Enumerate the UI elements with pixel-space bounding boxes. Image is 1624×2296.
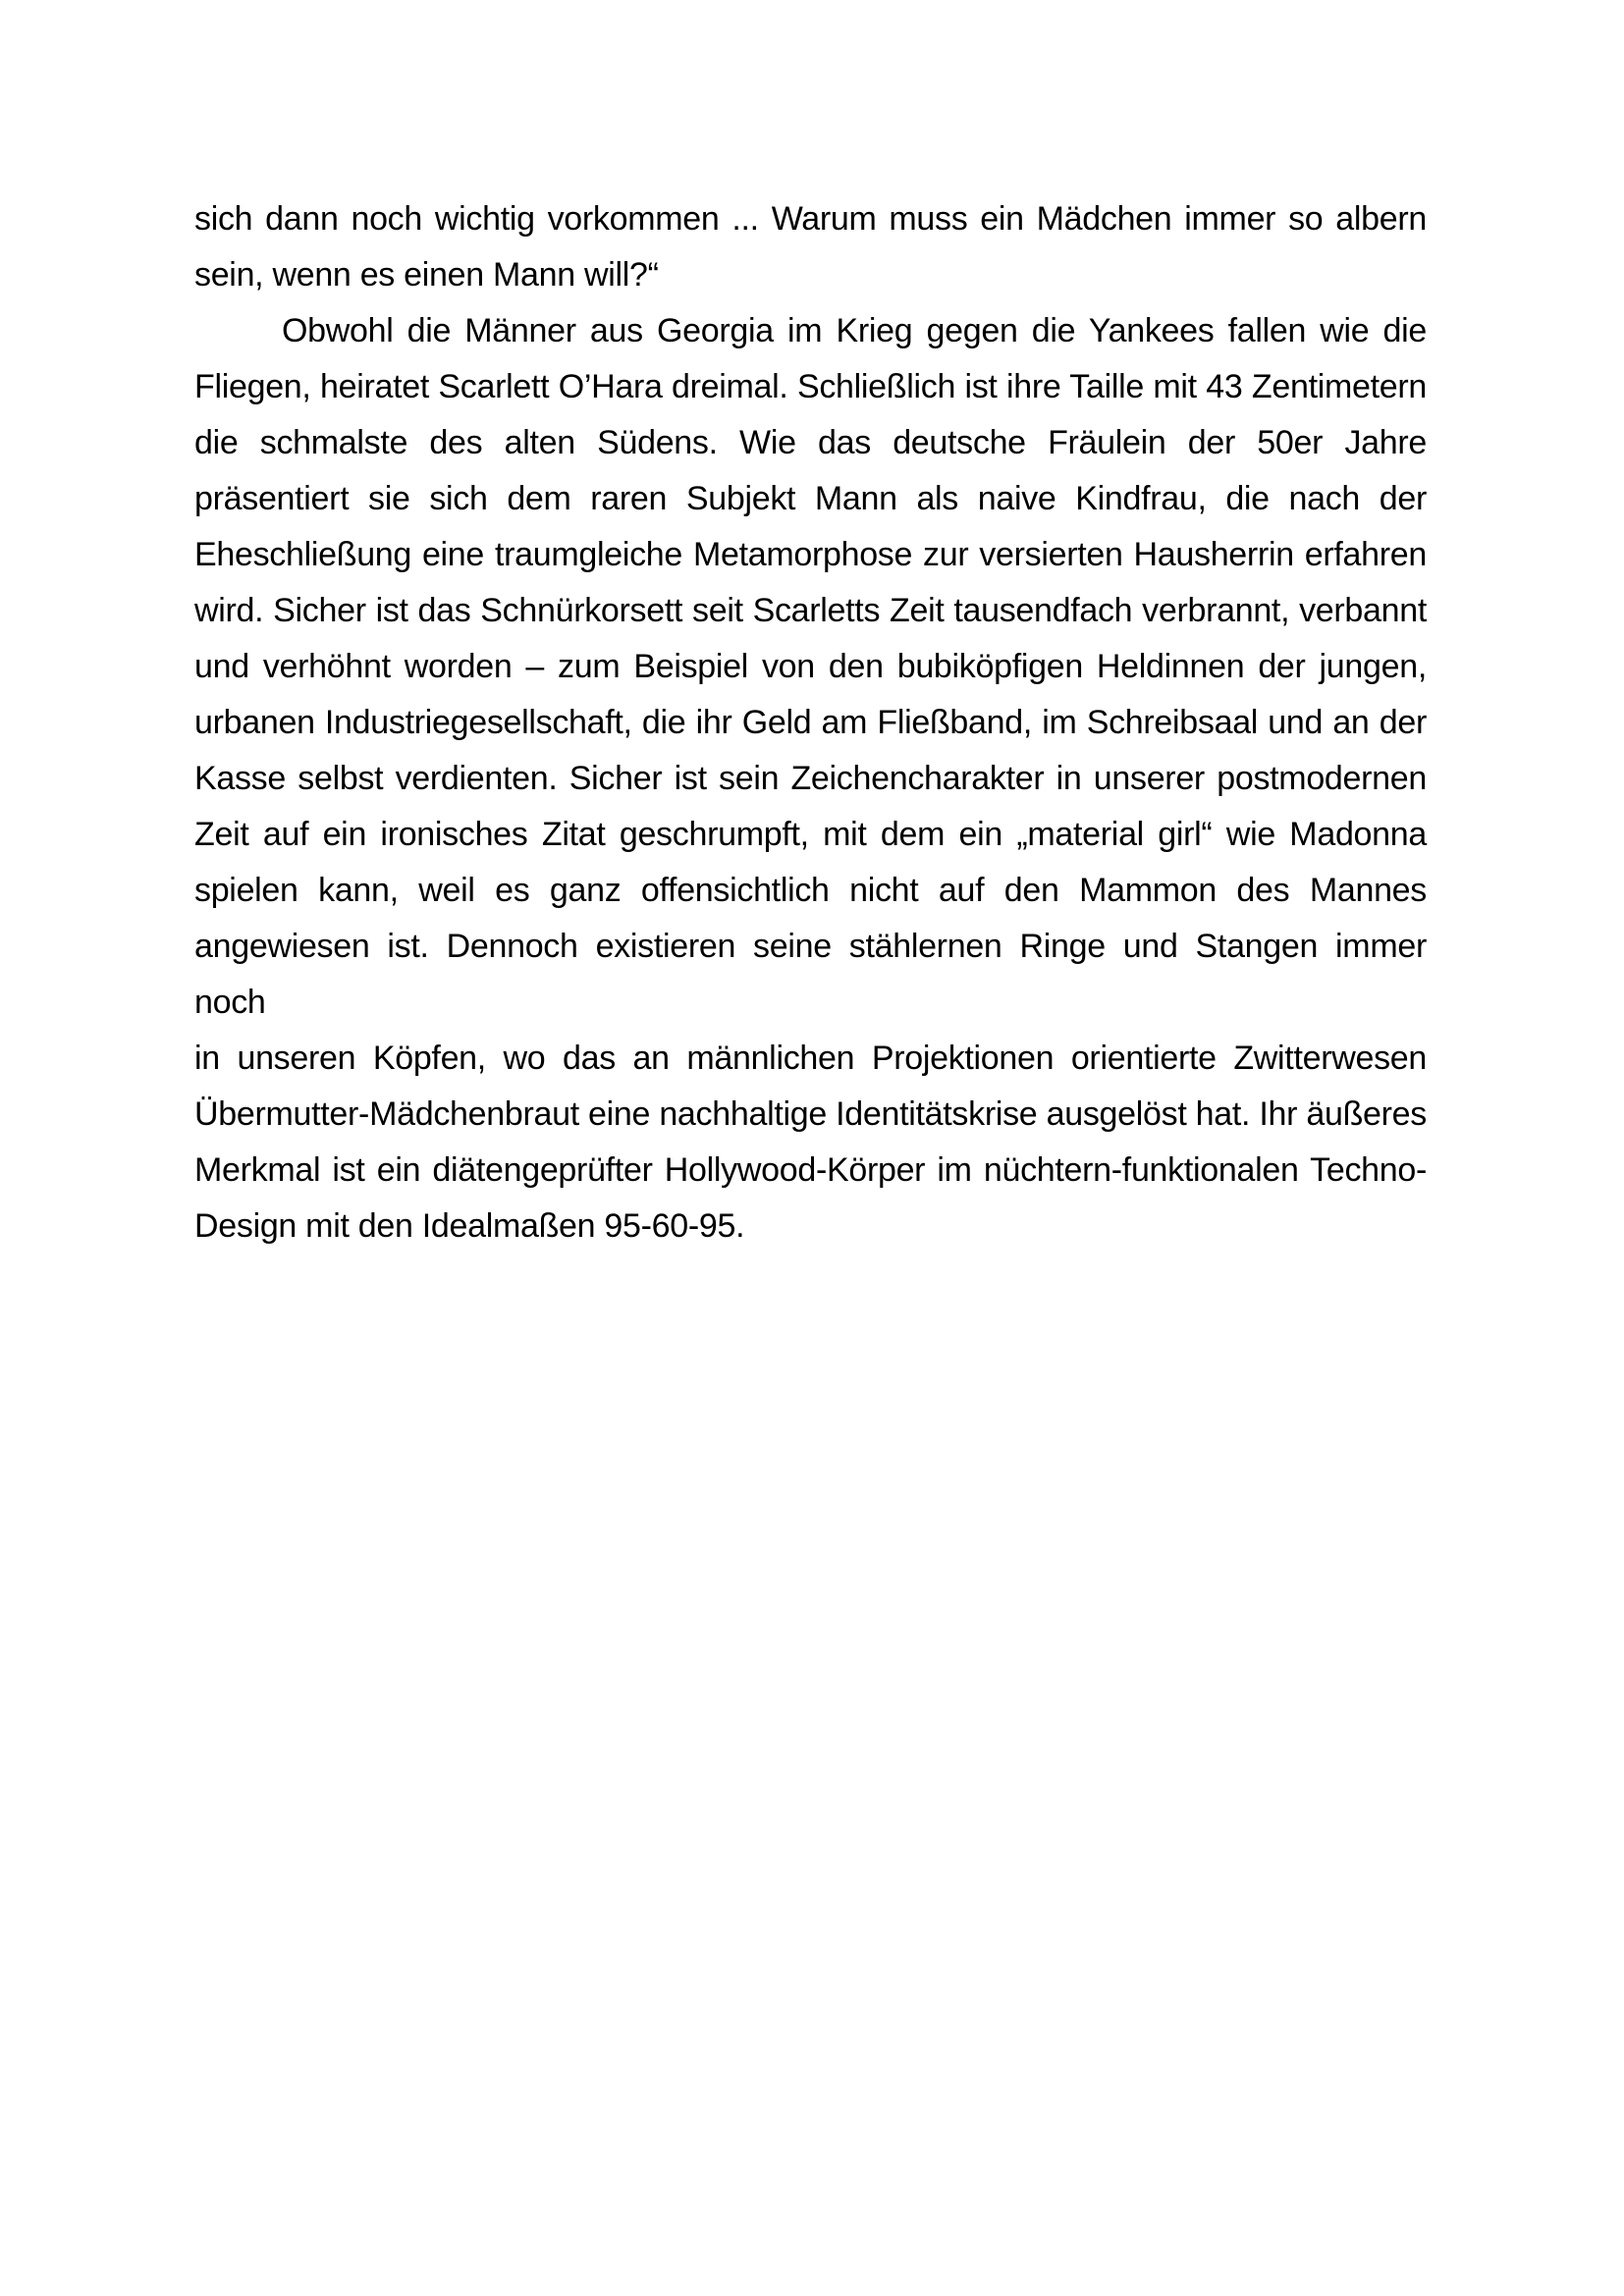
text-line: und verhöhnt worden – zum Beispiel von den bubiköpfigen Heldinnen der jungen,: [194, 648, 1427, 685]
paragraph: [194, 303, 1427, 1255]
text-line: Merkmal ist ein diätengeprüfter Hollywood-Körper im nüchtern-funktionalen Techno-: [194, 1151, 1427, 1189]
text-line: Übermutter-Mädchenbraut eine nachhaltige Identitätskrise ausgelöst hat. Ihr äußeres: [194, 1095, 1427, 1133]
text-line: Obwohl die Männer aus Georgia im Krieg gegen die Yankees fallen wie die: [282, 312, 1427, 349]
text-line: die schmalste des alten Südens. Wie das deutsche Fräulein der 50er Jahre: [194, 424, 1427, 461]
text-line: sich dann noch wichtig vorkommen ... Warum muss ein Mädchen immer so albern: [194, 200, 1427, 238]
text-line: urbanen Industriegesellschaft, die ihr Geld am Fließband, im Schreibsaal und an der: [194, 704, 1427, 741]
text-line: wird. Sicher ist das Schnürkorsett seit Scarletts Zeit tausendfach verbrannt, verbannt: [194, 592, 1427, 629]
text-line: Zeit auf ein ironisches Zitat geschrumpft, mit dem ein „material girl“ wie Madonna: [194, 816, 1427, 853]
text-line: Eheschließung eine traumgleiche Metamorphose zur versierten Hausherrin erfahren: [194, 536, 1427, 573]
text-line: angewiesen ist. Dennoch existieren seine stählernen Ringe und Stangen immer noch: [194, 928, 1427, 1021]
text-line: spielen kann, weil es ganz offensichtlich nicht auf den Mammon des Mannes: [194, 872, 1427, 909]
text-line: sein, wenn es einen Mann will?“: [194, 256, 659, 294]
text-line: Fliegen, heiratet Scarlett O’Hara dreimal. Schließlich ist ihre Taille mit 43 Zentimetern: [194, 368, 1427, 405]
text-line: Kasse selbst verdienten. Sicher ist sein Zeichencharakter in unserer postmodernen: [194, 760, 1427, 797]
paragraph: [194, 191, 1427, 303]
text-block: [194, 191, 1427, 1255]
text-line: präsentiert sie sich dem raren Subjekt Mann als naive Kindfrau, die nach der: [194, 480, 1427, 517]
text-line: in unseren Köpfen, wo das an männlichen Projektionen orientierte Zwitterwesen: [194, 1040, 1427, 1077]
text-line: Design mit den Idealmaßen 95-60-95.: [194, 1207, 745, 1245]
